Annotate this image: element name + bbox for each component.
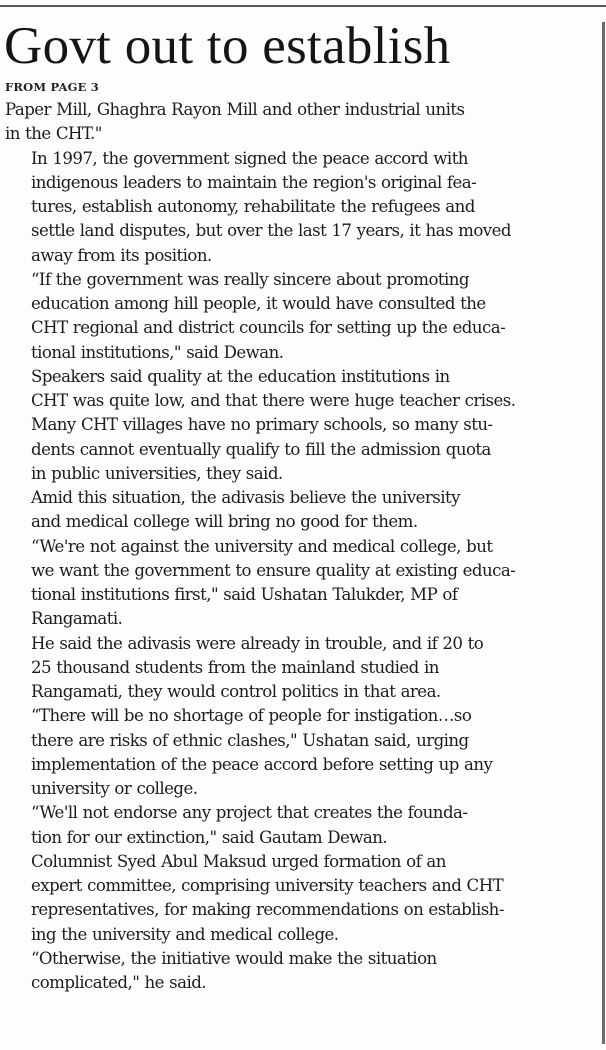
article-body	[5, 98, 596, 995]
text-line: representatives, for making recommendations on establish-	[31, 900, 504, 920]
text-line: in public universities, they said.	[31, 463, 283, 483]
paragraph	[5, 704, 596, 801]
text-line: CHT was quite low, and that there were huge teacher crises.	[31, 391, 516, 410]
text-line: “If the government was really sincere about promoting	[31, 269, 470, 289]
paragraph	[5, 365, 596, 486]
column-rule	[602, 22, 605, 1044]
text-line: indigenous leaders to maintain the region's original fea-	[31, 172, 477, 192]
text-line: Amid this situation, the adivasis believe the university	[31, 488, 460, 507]
text-line: Columnist Syed Abul Maksud urged formation of an	[31, 851, 446, 871]
paragraph	[5, 535, 596, 632]
text-line: ing the university and medical college.	[31, 924, 339, 944]
text-line: “We'll not endorse any project that creates the founda-	[31, 803, 468, 823]
text-line: settle land disputes, but over the last 17 years, it has moved	[31, 221, 511, 241]
text-line: In 1997, the government signed the peace accord with	[31, 148, 468, 168]
text-line: Paper Mill, Ghaghra Rayon Mill and other industrial units	[5, 100, 465, 119]
text-line: and medical college will bring no good for them.	[31, 512, 418, 532]
text-line: implementation of the peace accord before setting up any	[31, 754, 493, 774]
text-line: education among hill people, it would have consulted the	[31, 294, 486, 313]
paragraph	[5, 98, 596, 147]
text-line: tion for our extinction," said Gautam Dewan.	[31, 827, 388, 847]
text-line: Rangamati, they would control politics in that area.	[31, 682, 441, 701]
text-line: university or college.	[31, 779, 198, 798]
text-line: Rangamati.	[31, 609, 123, 629]
text-line: “We're not against the university and medical college, but	[31, 536, 493, 556]
top-rule	[0, 5, 606, 7]
text-line: CHT regional and district councils for setting up the educa-	[31, 318, 506, 338]
paragraph	[5, 486, 596, 535]
paragraph	[5, 147, 596, 268]
paragraph	[5, 947, 596, 996]
jump-label: FROM PAGE 3	[5, 80, 99, 94]
text-line: Speakers said quality at the education institutions in	[31, 366, 450, 386]
text-line: we want the government to ensure quality at existing educa-	[31, 560, 516, 580]
text-line: tional institutions," said Dewan.	[31, 342, 284, 362]
text-line: dents cannot eventually qualify to fill the admission quota	[31, 439, 491, 459]
text-line: He said the adivasis were already in trouble, and if 20 to	[31, 633, 484, 653]
text-line: “There will be no shortage of people for instigation…so	[31, 706, 472, 726]
paragraph	[5, 850, 596, 947]
text-line: tures, establish autonomy, rehabilitate the refugees and	[31, 197, 475, 216]
text-line: in the CHT."	[5, 124, 102, 144]
text-line: expert committee, comprising university teachers and CHT	[31, 876, 504, 895]
paragraph	[5, 801, 596, 850]
text-line: there are risks of ethnic clashes," Ushatan said, urging	[31, 730, 469, 750]
text-line: Many CHT villages have no primary schools, so many stu-	[31, 415, 493, 435]
paragraph	[5, 268, 596, 365]
text-line: 25 thousand students from the mainland studied in	[31, 657, 439, 677]
text-line: away from its position.	[31, 245, 212, 265]
text-line: “Otherwise, the initiative would make the situation	[31, 948, 437, 968]
text-line: tional institutions first," said Ushatan Talukder, MP of	[31, 585, 458, 604]
text-line: complicated," he said.	[31, 973, 207, 992]
paragraph	[5, 632, 596, 705]
headline: Govt out to establish	[4, 17, 451, 75]
